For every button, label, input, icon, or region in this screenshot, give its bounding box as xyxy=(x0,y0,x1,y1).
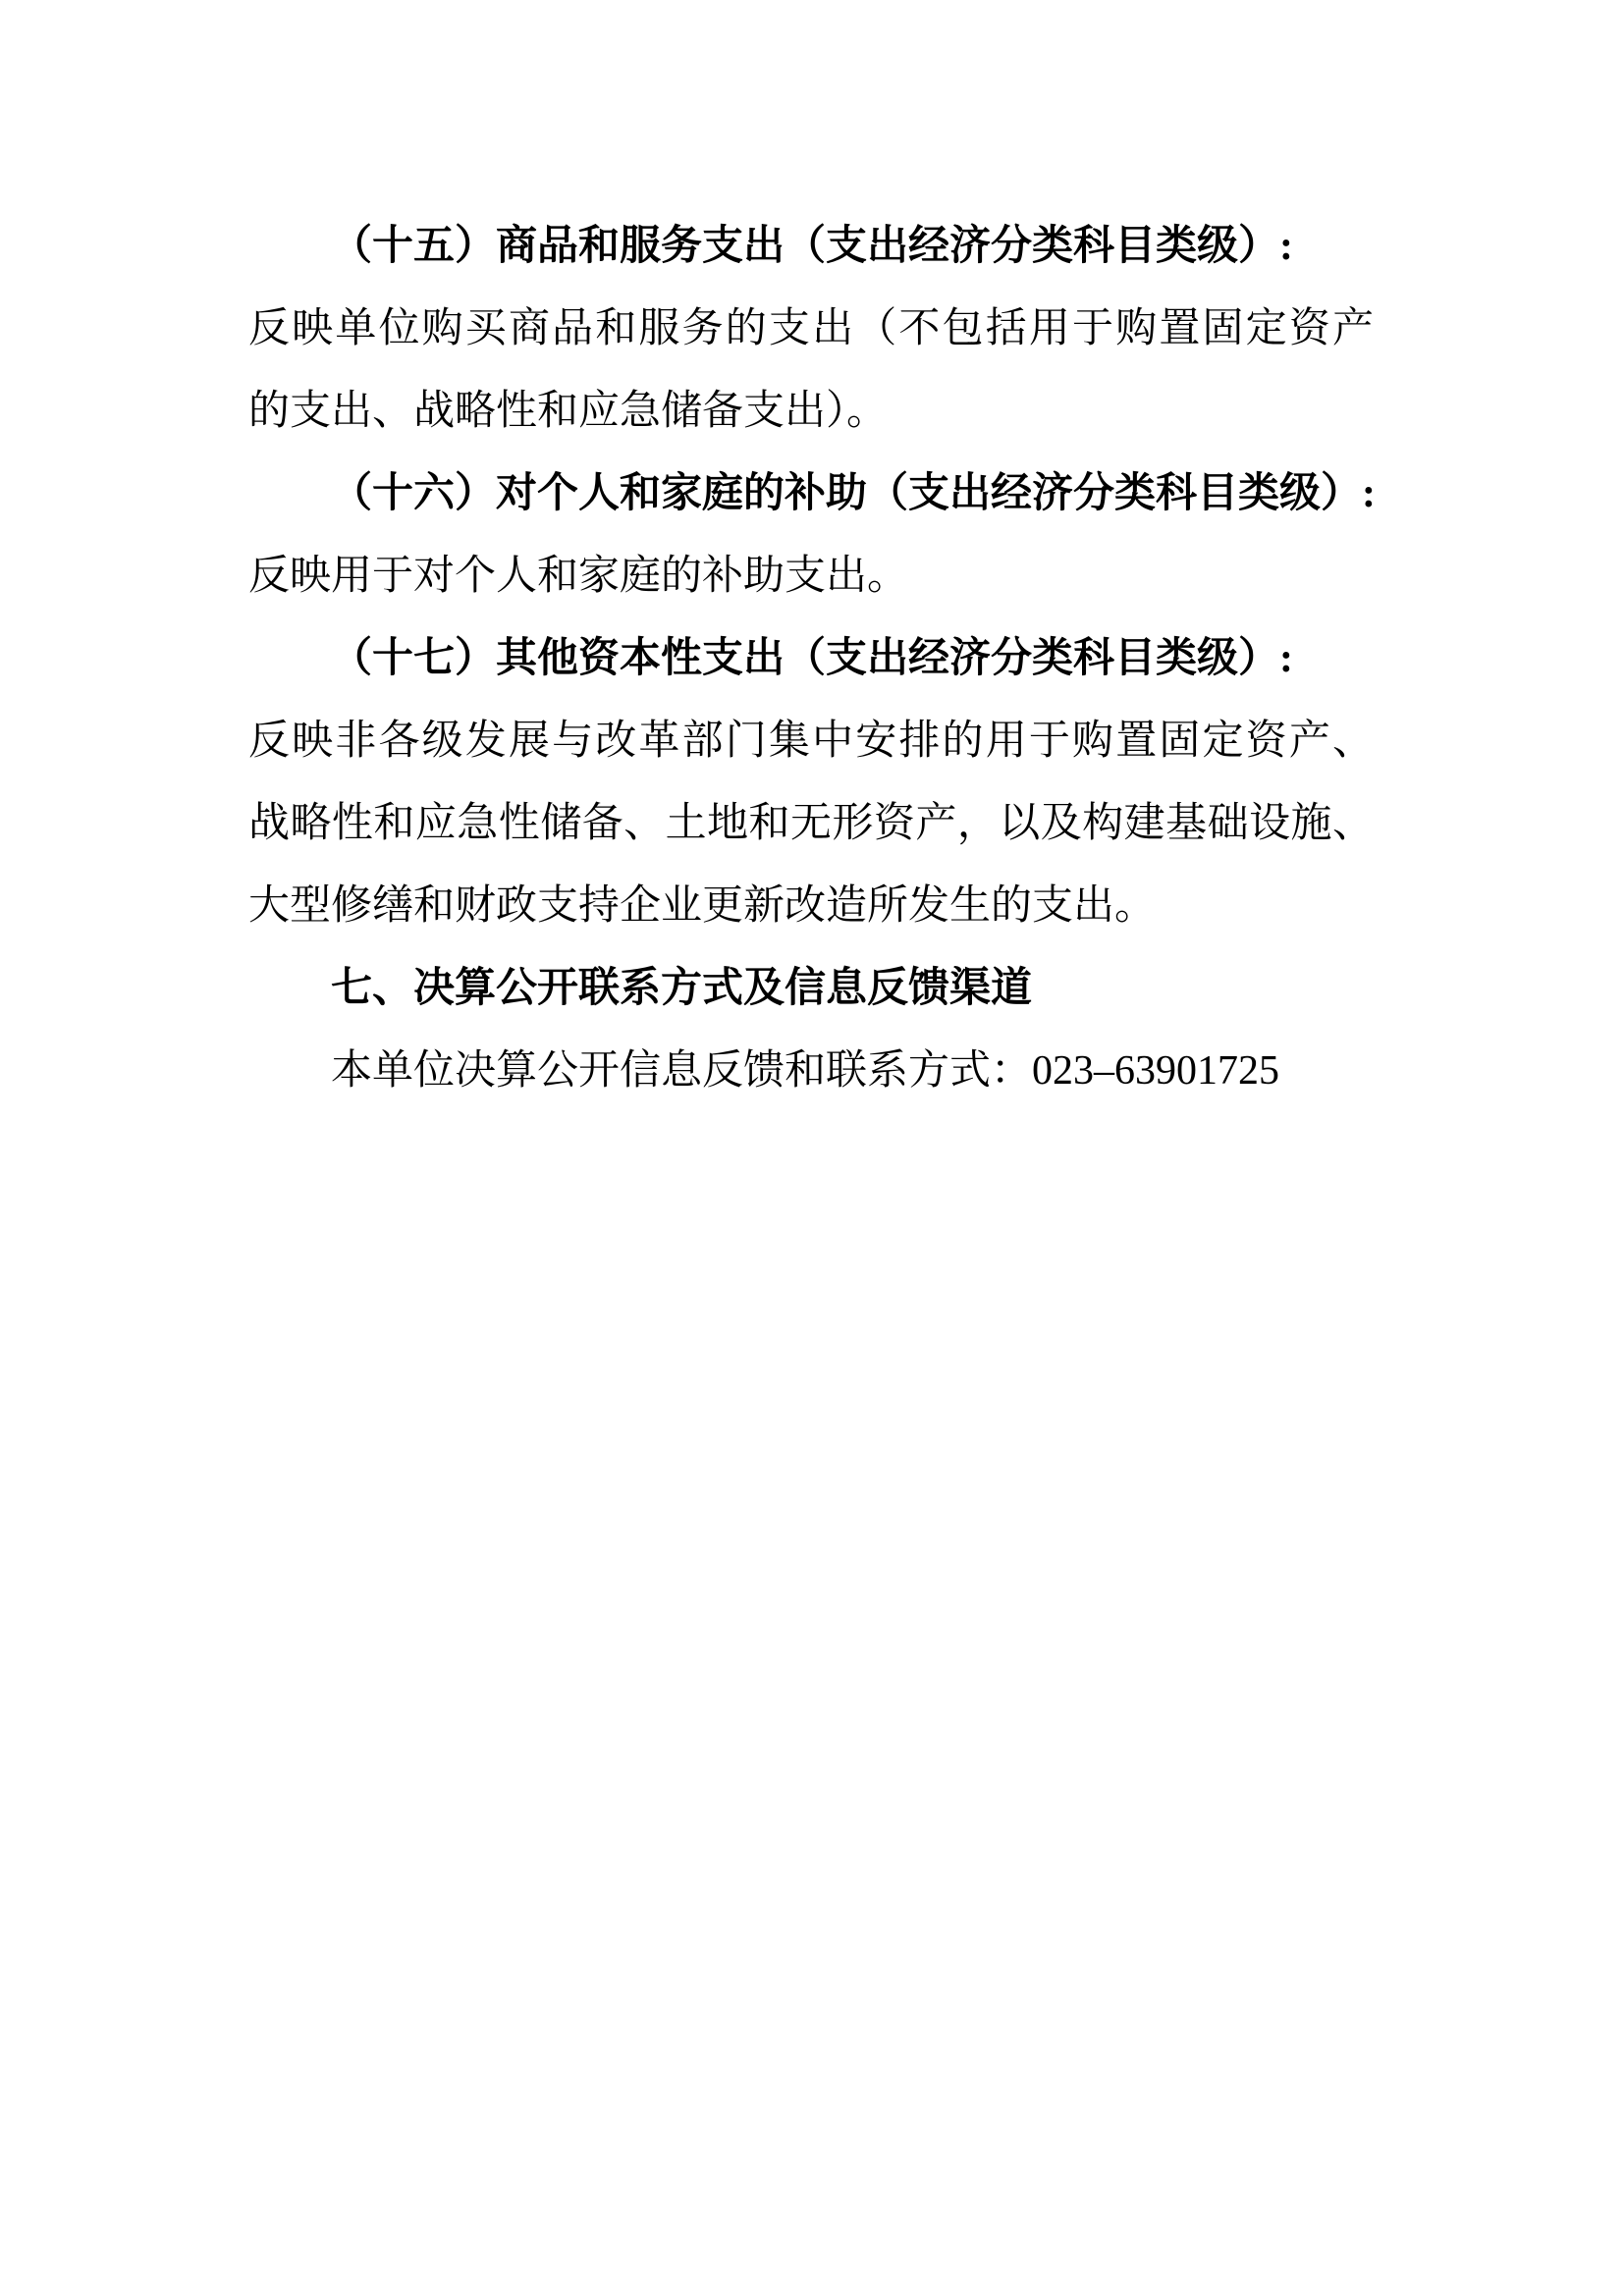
clause-15-body-line-2: 的支出、战略性和应急储备支出）。 xyxy=(248,389,889,434)
clause-17-body-line-3: 大型修缮和财政支持企业更新改造所发生的支出。 xyxy=(248,883,1157,929)
clause-15-heading: （十五）商品和服务支出（支出经济分类科目类级）: xyxy=(331,224,1293,269)
clause-17-body-line-2: 战略性和应急性储备、土地和无形资产，以及构建基础设施、 xyxy=(248,801,1374,846)
clause-15-body-line-1: 反映单位购买商品和服务的支出（不包括用于购置固定资产 xyxy=(248,306,1374,351)
chapter-7-heading: 七、决算公开联系方式及信息反馈渠道 xyxy=(331,966,1033,1011)
contact-info-line: 本单位决算公开信息反馈和联系方式：023–63901725 xyxy=(331,1048,1280,1094)
clause-17-body-line-1: 反映非各级发展与改革部门集中安排的用于购置固定资产、 xyxy=(248,719,1374,764)
clause-16-heading: （十六）对个人和家庭的补助（支出经济分类科目类级）: xyxy=(331,471,1376,516)
document-text-block xyxy=(248,205,1374,1112)
clause-17-heading: （十七）其他资本性支出（支出经济分类科目类级）: xyxy=(331,636,1293,681)
clause-16-body-line-1: 反映用于对个人和家庭的补助支出。 xyxy=(248,554,909,599)
